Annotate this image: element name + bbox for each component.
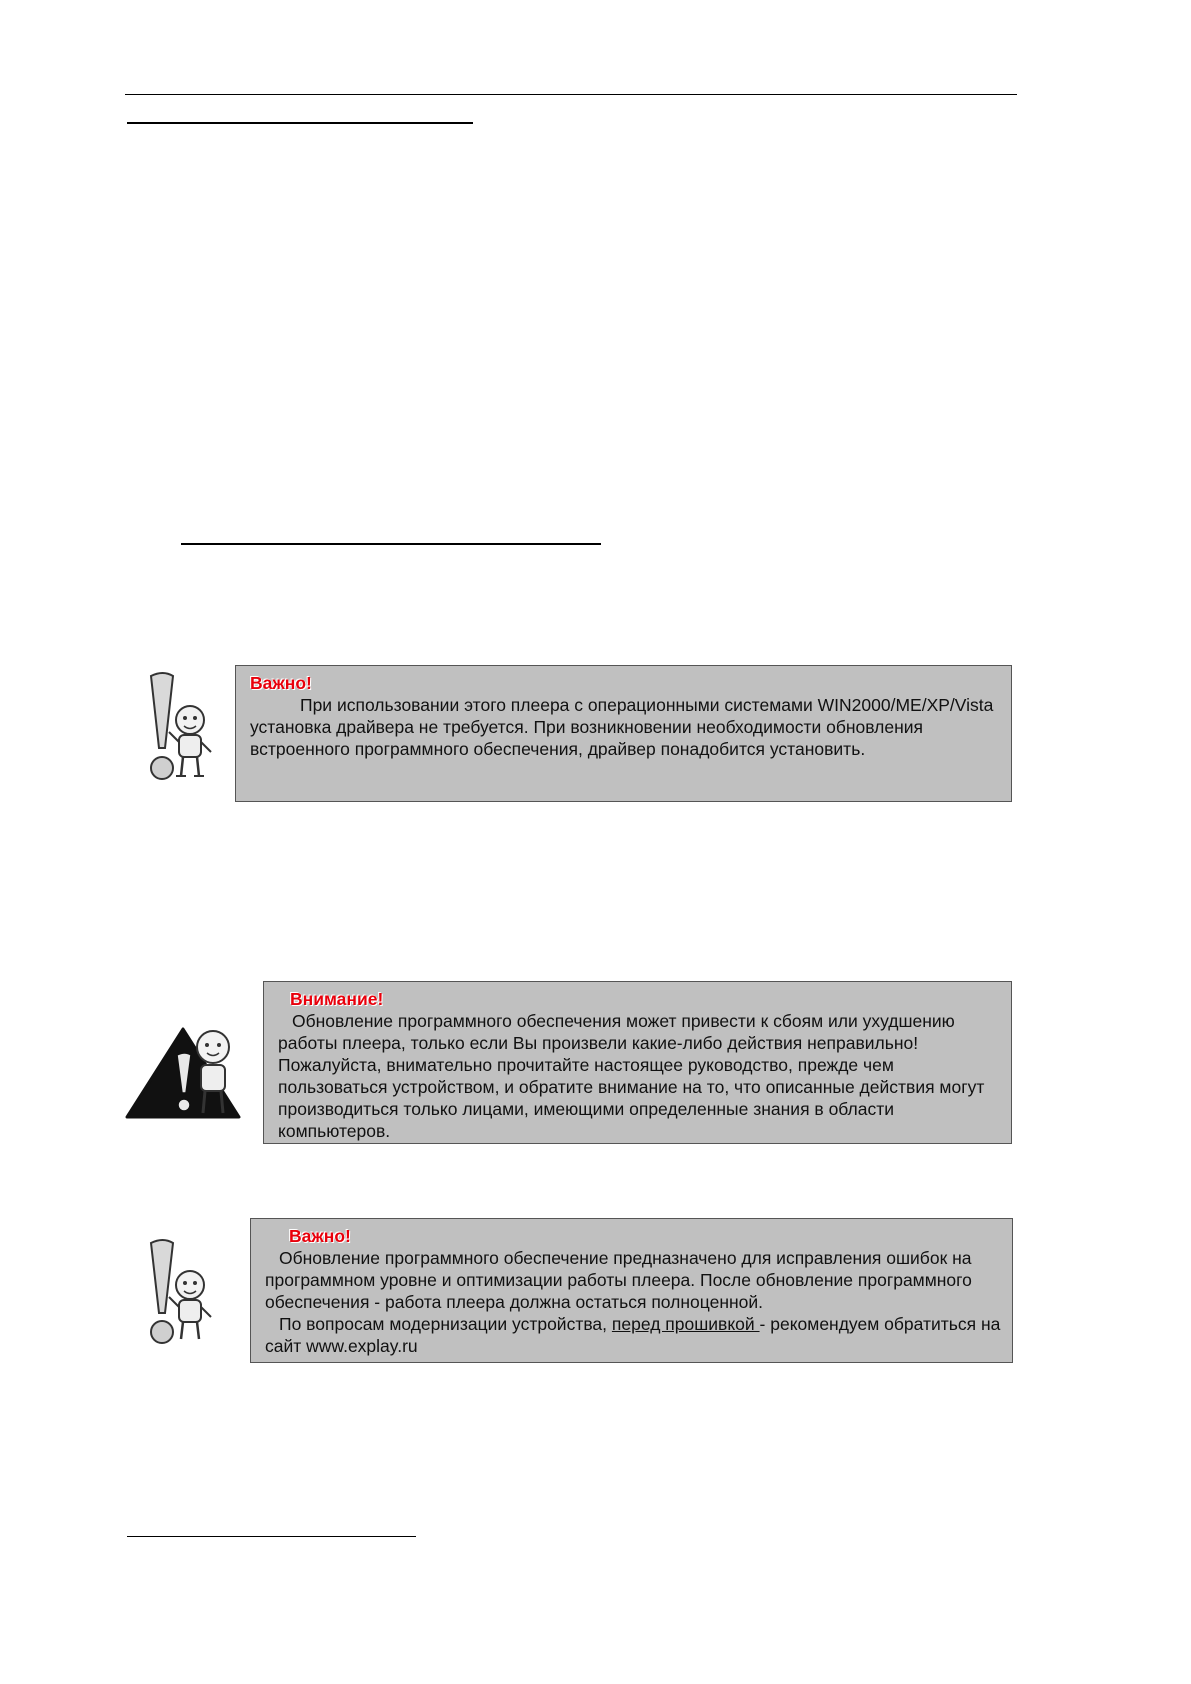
notice-title: Важно!	[250, 673, 312, 693]
footnote-rule	[127, 1536, 416, 1537]
exclamation-robot-icon	[145, 670, 217, 785]
heading-underline-2	[181, 543, 601, 545]
notice-body-2-tail: - рекомендуем обратиться на сайт www.explay.ru	[265, 1314, 1001, 1356]
notice-body-2	[265, 1313, 1002, 1357]
notice-important-1	[235, 665, 1012, 802]
notice-important-2	[250, 1218, 1013, 1363]
notice-body: Обновление программного обеспечения может привести к сбоям или ухудшению работы плеера, только если Вы произвели какие-либо действия неправильно! Пожалуйста, внимательно прочитайте настоящее руководство, прежде чем пользоваться устройством, и обратите внимание на то, что описанные действия могут производиться только лицами, имеющими определенные знания в области компьютеров.	[278, 1011, 985, 1141]
notice-body-2-text: По вопросам модернизации устройства,	[279, 1314, 612, 1334]
notice-warning	[263, 981, 1012, 1144]
warning-triangle-robot-icon	[125, 1025, 243, 1120]
firmware-link[interactable]: перед прошивкой	[611, 1314, 760, 1334]
heading-underline-1	[127, 122, 473, 124]
notice-title: Внимание!	[290, 989, 384, 1009]
notice-title: Важно!	[289, 1226, 351, 1246]
notice-body: Обновление программного обеспечение предназначено для исправления ошибок на программном уровне и оптимизации работы плеера. После обновление программного обеспечения - работа плеера должна остаться полноценной.	[265, 1248, 972, 1312]
header-rule	[125, 94, 1017, 95]
notice-body: При использовании этого плеера с операционными системами WIN2000/ME/XP/Vista установка драйвера не требуется. При возникновении необходимости обновления встроенного программного обеспечения, драйвер понадобится установить.	[250, 695, 994, 759]
exclamation-robot-icon	[145, 1237, 217, 1347]
